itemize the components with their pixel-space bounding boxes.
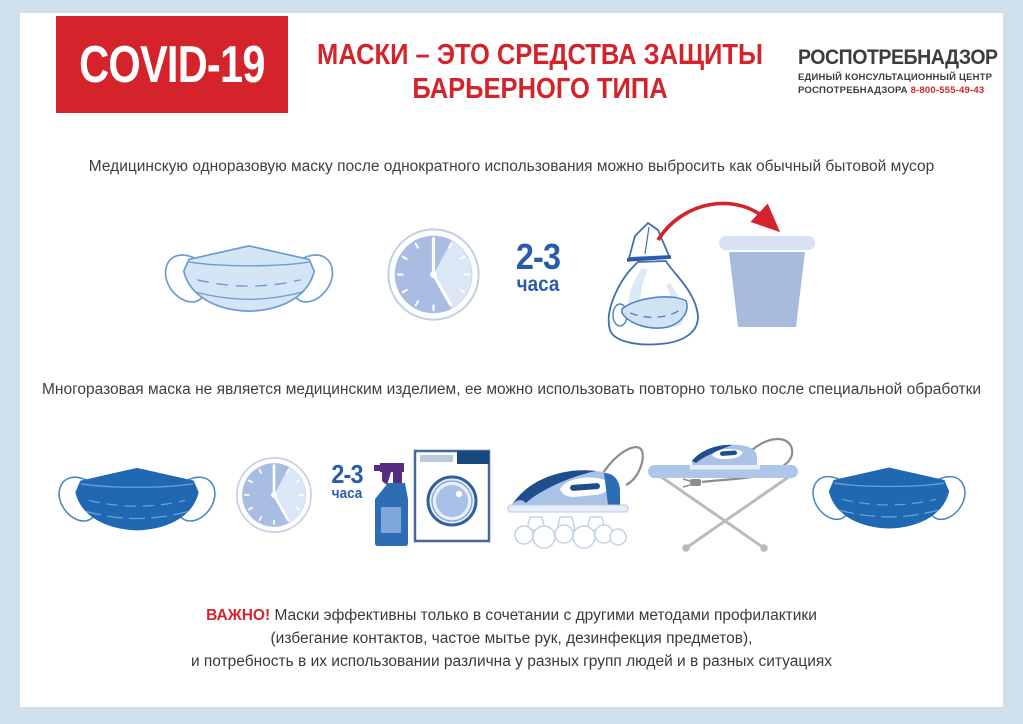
agency-subtitle-line1: ЕДИНЫЙ КОНСУЛЬТАЦИОННЫЙ ЦЕНТР xyxy=(798,72,993,83)
washing-machine-icon xyxy=(413,448,491,544)
important-note-line2: (избегание контактов, частое мытье рук, дезинфекция предметов), xyxy=(270,630,753,647)
duration-label xyxy=(498,236,578,296)
medical-mask-icon xyxy=(160,228,338,318)
steam-iron-icon xyxy=(508,433,645,545)
reusable-mask-icon xyxy=(808,452,970,534)
disposable-section-caption: Медицинскую одноразовую маску после однократного использования можно выбросить как обычный бытовой мусор xyxy=(88,158,935,175)
important-note-line3: и потребность в их использовании различна у разных групп людей и в разных ситуациях xyxy=(190,653,833,670)
page-title xyxy=(280,38,800,106)
ironing-board-icon xyxy=(646,430,798,552)
duration-value: 2-3 xyxy=(331,459,363,489)
clock-icon xyxy=(235,456,313,534)
poster xyxy=(20,13,1003,707)
duration-value: 2-3 xyxy=(515,236,561,277)
clock-icon xyxy=(386,227,481,322)
important-label: ВАЖНО! xyxy=(206,607,271,624)
covid-badge xyxy=(56,16,288,113)
agency-logo xyxy=(798,46,998,96)
agency-phone: 8-800-555-49-43 xyxy=(910,85,985,96)
duration-label xyxy=(316,459,378,502)
agency-subtitle-line2: РОСПОТРЕБНАДЗОРА 8-800-555-49-43 xyxy=(798,85,985,96)
page-title-line1: МАСКИ – ЭТО СРЕДСТВА ЗАЩИТЫ xyxy=(317,39,763,71)
reusable-mask-icon xyxy=(54,452,220,536)
trash-bin-icon xyxy=(716,231,818,330)
important-note-line1: ВАЖНО! Маски эффективны только в сочетании с другими методами профилактики xyxy=(206,607,817,624)
spray-bottle-icon xyxy=(374,461,410,547)
page-title-line2: БАРЬЕРНОГО ТИПА xyxy=(412,73,668,105)
duration-unit: часа xyxy=(331,485,363,502)
reusable-section-caption: Многоразовая маска не является медицинским изделием, ее можно использовать повторно только после специальной обработки xyxy=(41,381,982,398)
agency-name: РОСПОТРЕБНАДЗОР xyxy=(798,46,998,69)
covid-badge-label: COVID-19 xyxy=(79,35,265,94)
duration-unit: часа xyxy=(516,273,560,296)
important-note xyxy=(20,604,1003,673)
